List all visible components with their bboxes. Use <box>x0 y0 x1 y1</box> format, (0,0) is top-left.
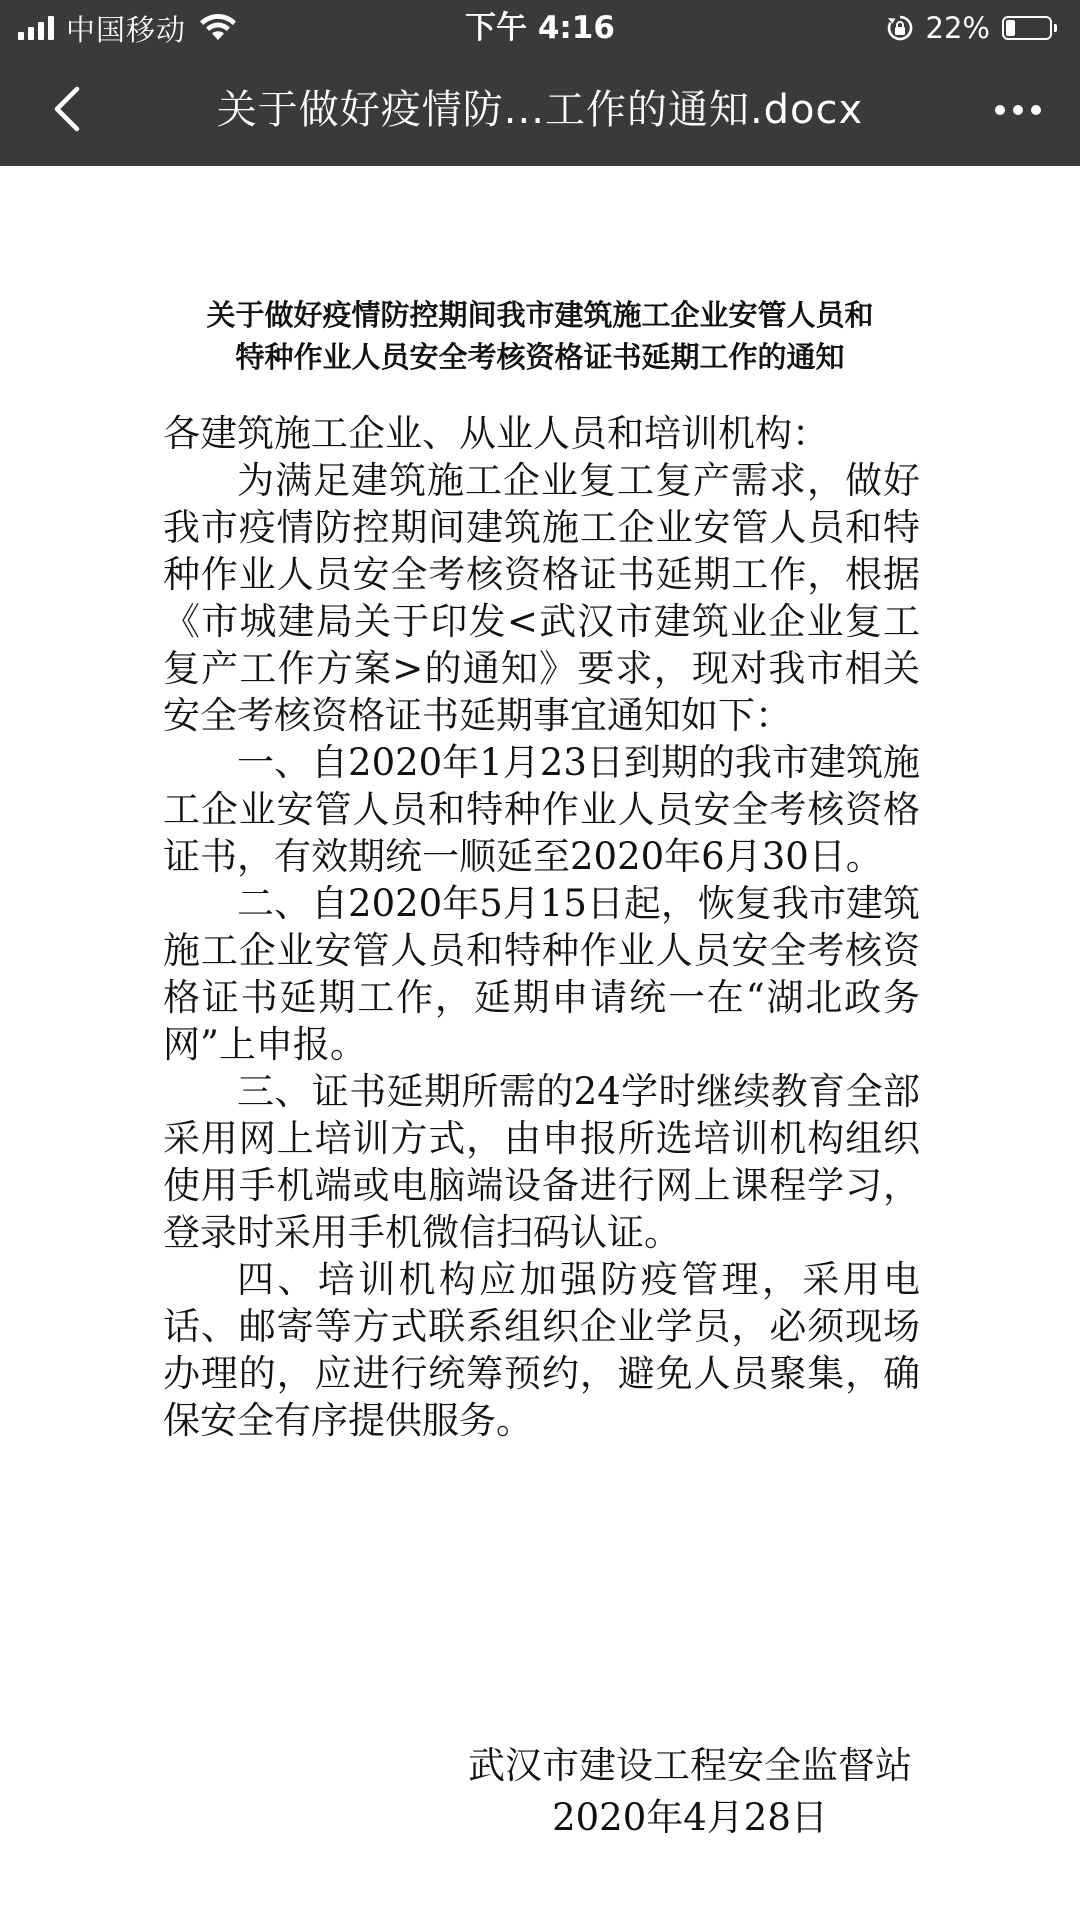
document-viewer[interactable] <box>0 166 1080 1920</box>
document-title <box>150 294 930 378</box>
rotation-lock-icon <box>886 14 914 42</box>
more-button[interactable] <box>988 90 1048 130</box>
nav-title: 关于做好疫情防...工作的通知.docx <box>216 87 864 133</box>
battery-percent: 22% <box>925 11 990 45</box>
back-button[interactable] <box>36 76 96 142</box>
status-bar <box>0 0 1080 54</box>
nav-bar <box>0 54 1080 166</box>
status-right <box>886 8 1052 48</box>
signature-block <box>468 1740 912 1844</box>
carrier-name: 中国移动 <box>66 12 187 47</box>
item-paragraph-4: 四、培训机构应加强防疫管理，采用电话、邮寄等方式联系组织企业学员，必须现场办理的，应进行统筹预约，避免人员聚集，确保安全有序提供服务。 <box>163 1258 920 1442</box>
battery-icon <box>1002 16 1052 40</box>
document-body <box>163 410 920 1444</box>
document-title-line: 关于做好疫情防控期间我市建筑施工企业安管人员和 <box>206 298 874 332</box>
item-paragraph-2: 二、自2020年5月15日起，恢复我市建筑施工企业安管人员和特种作业人员安全考核资格证书延期工作，延期申请统一在“湖北政务网”上申报。 <box>163 882 920 1066</box>
status-time: 下午 4:16 <box>465 10 615 46</box>
more-dots-icon <box>995 105 1005 115</box>
intro-paragraph: 为满足建筑施工企业复工复产需求，做好我市疫情防控期间建筑施工企业安管人员和特种作业人员安全考核资格证书延期工作，根据《市城建局关于印发<武汉市建筑业企业复工复产工作方案>的通知》要求，现对我市相关安全考核资格证书延期事宜通知如下： <box>163 459 920 737</box>
signature-org: 武汉市建设工程安全监督站 <box>468 1744 912 1787</box>
battery-fill <box>1006 20 1015 36</box>
item-paragraph-1: 一、自2020年1月23日到期的我市建筑施工企业安管人员和特种作业人员安全考核资格证书，有效期统一顺延至2020年6月30日。 <box>163 741 920 878</box>
signature-date: 2020年4月28日 <box>552 1796 828 1839</box>
item-paragraph-3: 三、证书延期所需的24学时继续教育全部采用网上培训方式，由申报所选培训机构组织使用手机端或电脑端设备进行网上课程学习，登录时采用手机微信扫码认证。 <box>163 1070 920 1254</box>
back-chevron-icon <box>51 85 81 133</box>
app-header <box>0 0 1080 166</box>
document-title-line: 特种作业人员安全考核资格证书延期工作的通知 <box>235 340 845 374</box>
salutation: 各建筑施工企业、从业人员和培训机构： <box>163 412 829 455</box>
